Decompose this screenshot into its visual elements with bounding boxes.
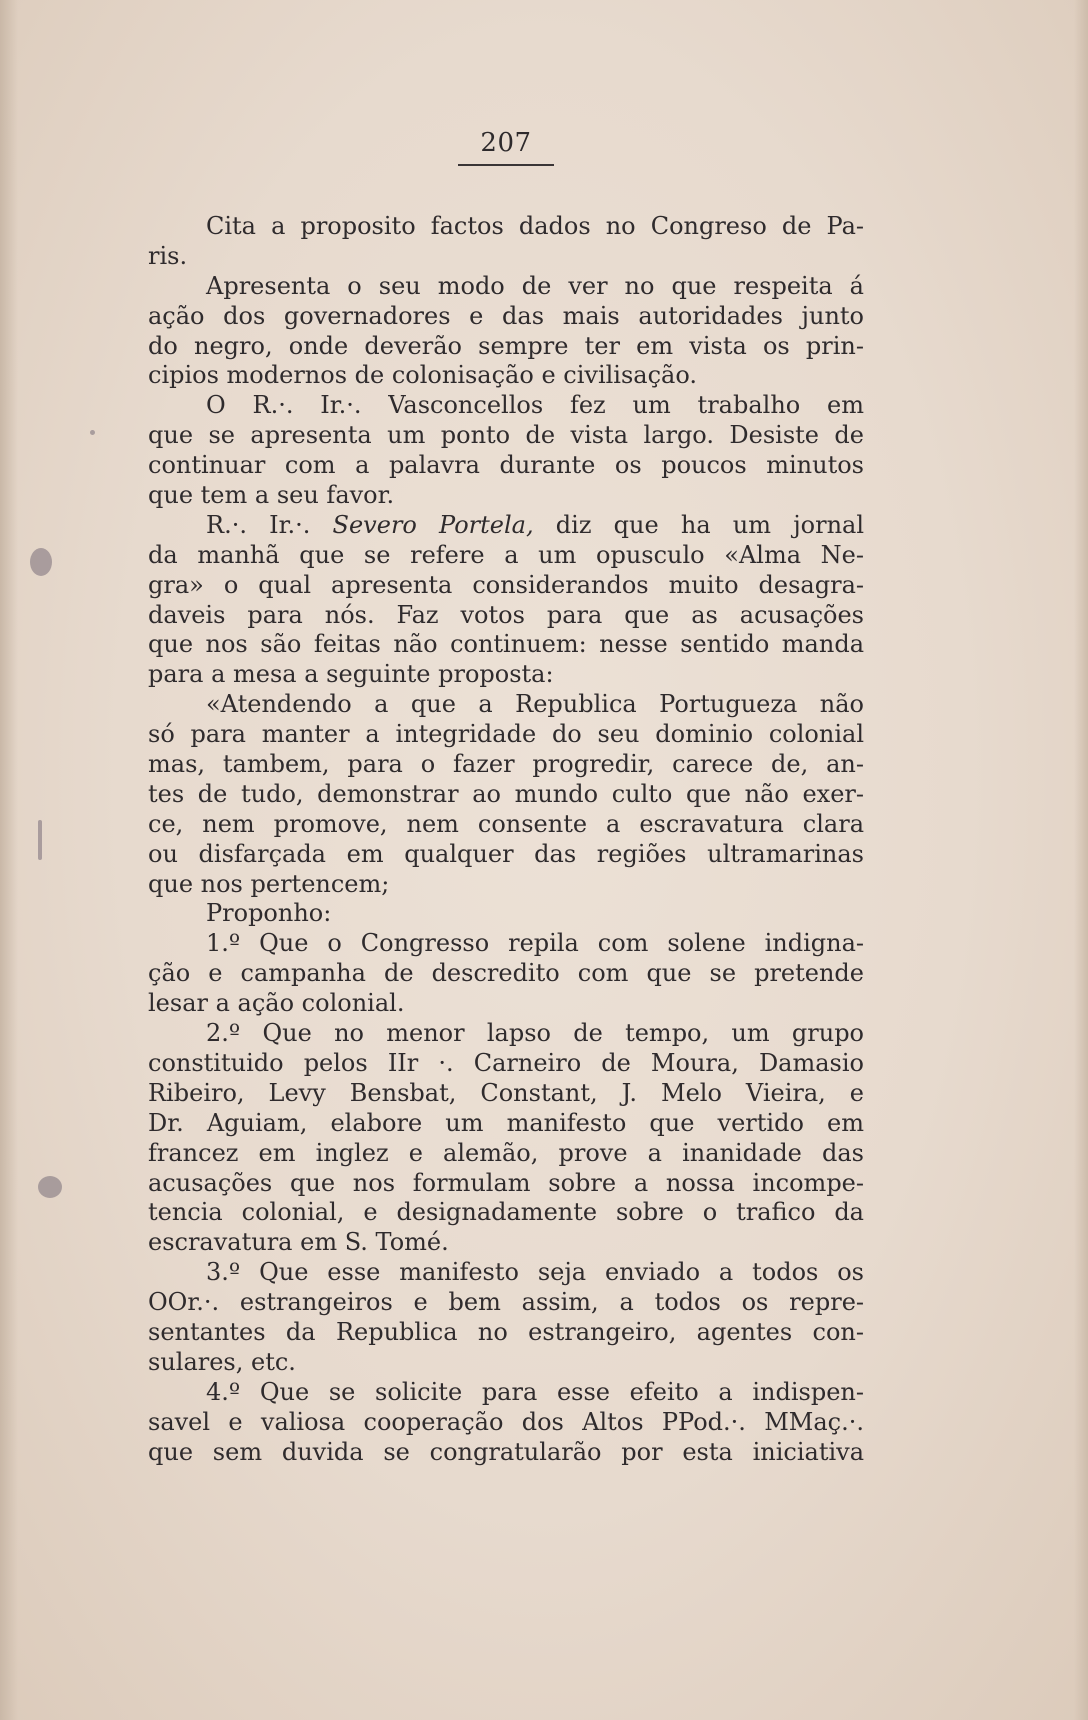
text-line: OOr.·. estrangeiros e bem assim, a todos os repre- — [148, 1288, 864, 1317]
text-line: cipios modernos de colonisação e civilisação. — [148, 361, 698, 390]
text-line: da manhã que se refere a um opusculo «Alma Ne- — [148, 540, 864, 569]
body-text — [148, 212, 864, 1467]
text-line: Ribeiro, Levy Bensbat, Constant, J. Melo Vieira, e — [148, 1078, 864, 1107]
text-line: só para manter a integridade do seu dominio colonial — [148, 720, 864, 749]
text-line: francez em inglez e alemão, prove a inanidade das — [148, 1138, 864, 1167]
text-segment: R.·. Ir.·. — [206, 510, 333, 539]
text-line: ação dos governadores e das mais autoridades junto — [148, 301, 864, 330]
text-line: tes de tudo, demonstrar ao mundo culto que não exer- — [148, 779, 864, 808]
text-line: que se apresenta um ponto de vista largo. Desiste de — [148, 421, 864, 450]
page-edge-left — [0, 0, 18, 1720]
text-line: tencia colonial, e designadamente sobre o trafico da — [148, 1198, 864, 1227]
text-line: «Atendendo a que a Republica Portugueza não — [206, 690, 864, 719]
text-line: ção e campanha de descredito com que se pretende — [148, 959, 864, 988]
text-line: daveis para nós. Faz votos para que as acusações — [148, 600, 864, 629]
text-line: ou disfarçada em qualquer das regiões ultramarinas — [148, 839, 864, 868]
page-number-underline — [458, 164, 554, 166]
text-line: 4.º Que se solicite para esse efeito a indispen- — [206, 1377, 864, 1406]
text-line: constituido pelos IIr ·. Carneiro de Moura, Damasio — [148, 1048, 864, 1077]
text-line: que sem duvida se congratularão por esta iniciativa — [148, 1437, 864, 1466]
ink-stain-mark — [38, 820, 42, 860]
text-line: escravatura em S. Tomé. — [148, 1228, 449, 1257]
text-line: O R.·. Ir.·. Vasconcellos fez um trabalho em — [206, 391, 864, 420]
text-line: Cita a proposito factos dados no Congreso de Pa- — [206, 212, 864, 240]
text-line: 3.º Que esse manifesto seja enviado a todos os — [206, 1258, 864, 1287]
text-line: sentantes da Republica no estrangeiro, agentes con- — [148, 1317, 864, 1346]
page-edge-right — [1074, 0, 1088, 1720]
ink-stain-mark — [30, 548, 52, 576]
text-line: que nos pertencem; — [148, 869, 390, 898]
ink-stain-mark — [38, 1176, 62, 1198]
italic-name: Severo Portela, — [332, 510, 534, 539]
ink-stain-mark — [90, 430, 95, 435]
text-line: lesar a ação colonial. — [148, 989, 405, 1018]
text-line: sulares, etc. — [148, 1347, 296, 1376]
text-line: Proponho: — [206, 899, 332, 928]
text-line: Apresenta o seu modo de ver no que respeita á — [206, 271, 864, 300]
text-segment: diz que ha um jornal — [533, 510, 865, 539]
text-line: Dr. Aguiam, elabore um manifesto que vertido em — [148, 1108, 864, 1137]
text-line: ris. — [148, 241, 188, 270]
text-line — [148, 511, 864, 541]
text-line: que tem a seu favor. — [148, 481, 395, 510]
text-line: 2.º Que no menor lapso de tempo, um grupo — [206, 1019, 864, 1048]
text-line: gra» o qual apresenta considerandos muito desagra- — [148, 570, 864, 599]
text-line: que nos são feitas não continuem: nesse sentido manda — [148, 630, 864, 659]
text-line: mas, tambem, para o fazer progredir, carece de, an- — [148, 750, 864, 779]
text-line: para a mesa a seguinte proposta: — [148, 660, 554, 689]
text-line: ce, nem promove, nem consente a escravatura clara — [148, 809, 864, 838]
text-line: acusações que nos formulam sobre a nossa incompe- — [148, 1168, 864, 1197]
text-line: 1.º Que o Congresso repila com solene indigna- — [206, 929, 864, 958]
page-number: 207 — [480, 128, 532, 158]
text-line: do negro, onde deverão sempre ter em vista os prin- — [148, 331, 864, 360]
text-line: continuar com a palavra durante os poucos minutos — [148, 451, 864, 480]
text-line: savel e valiosa cooperação dos Altos PPod.·. MMaç.·. — [148, 1407, 864, 1436]
